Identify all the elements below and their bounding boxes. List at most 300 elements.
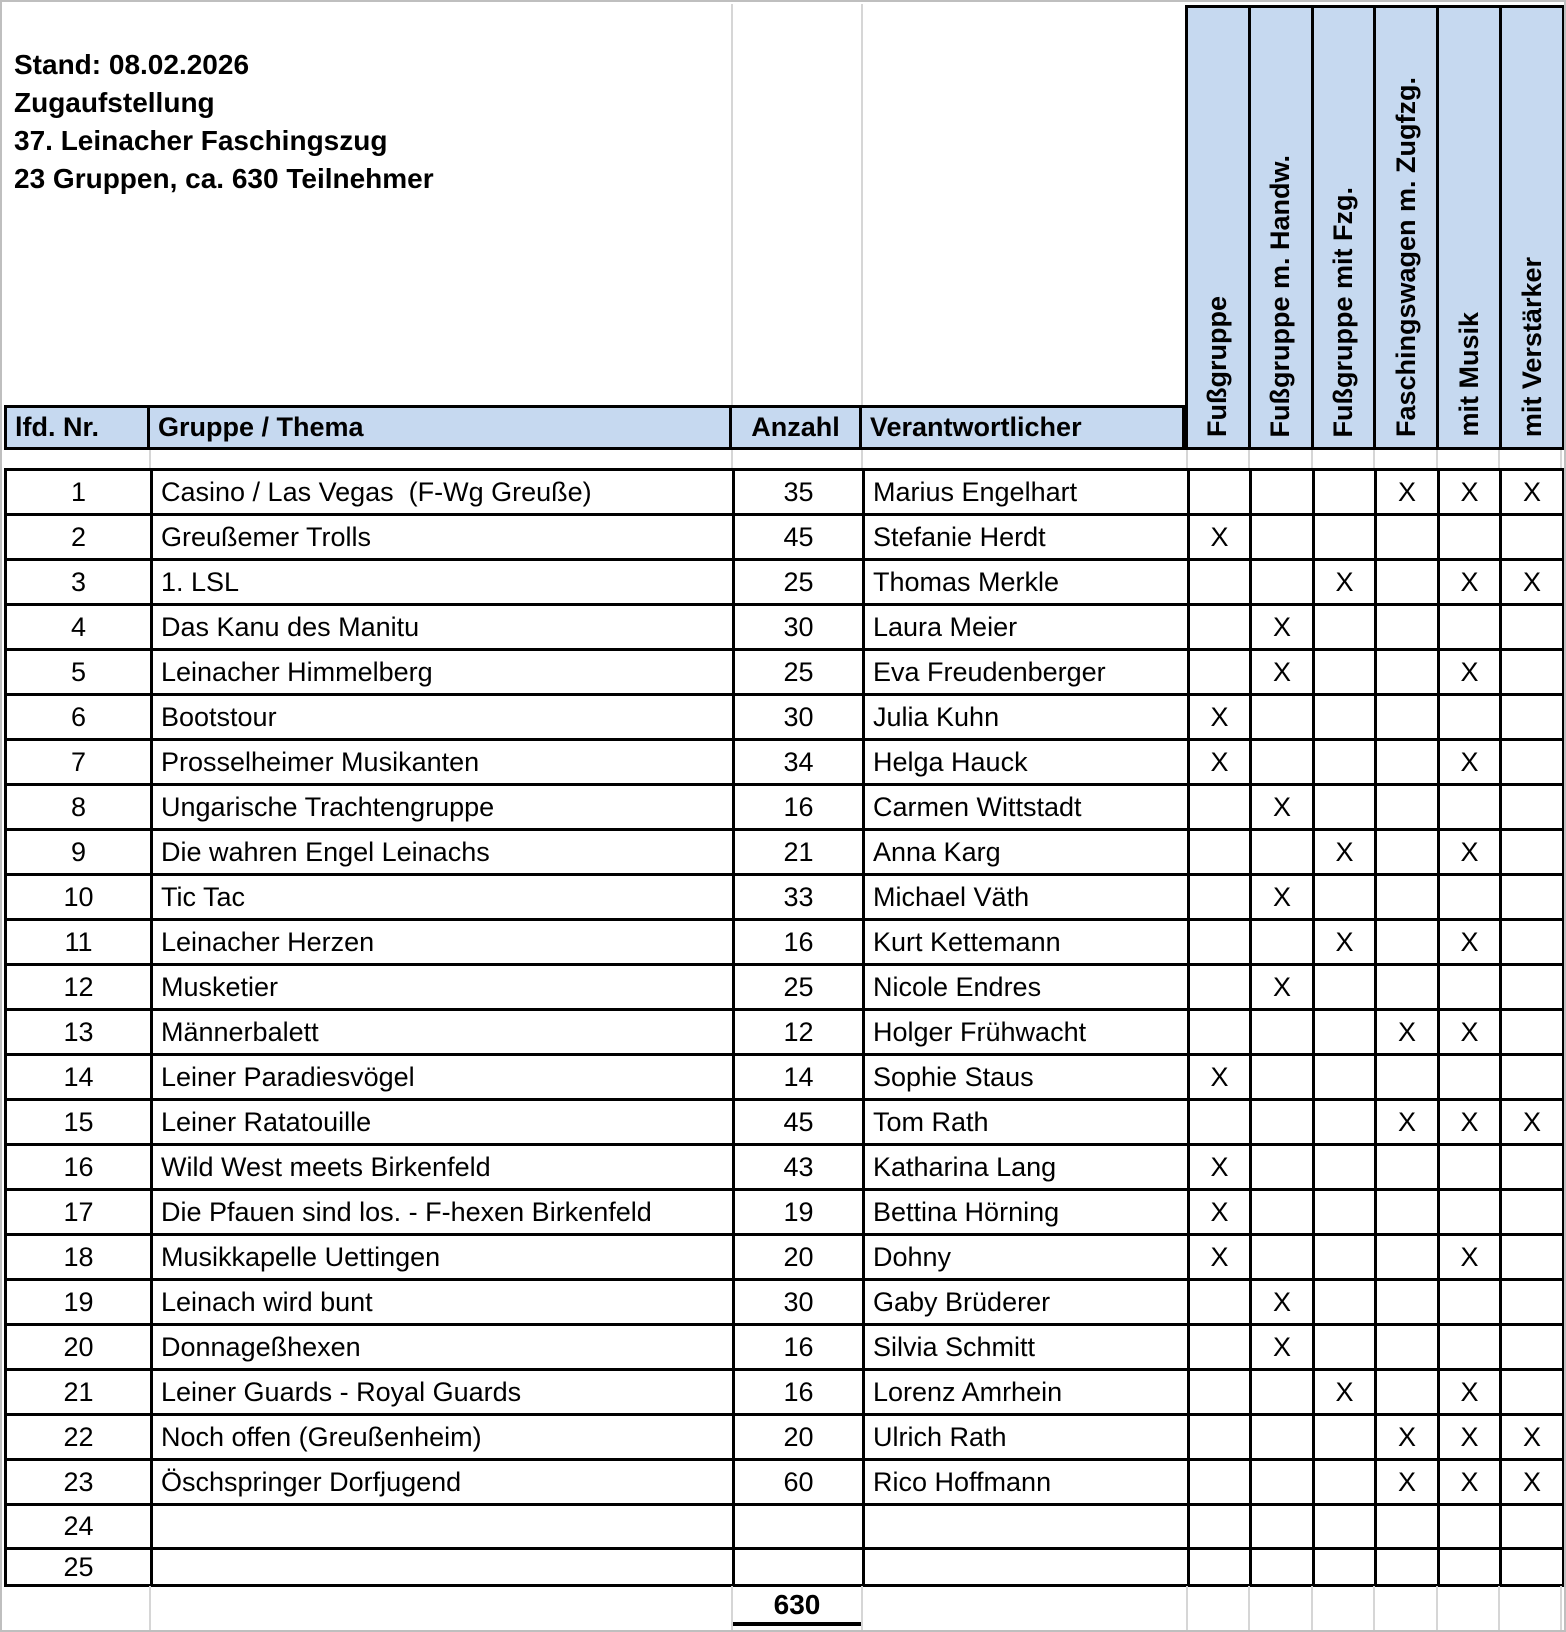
table-row: [6, 515, 1564, 560]
cell-count: 16: [734, 920, 864, 965]
gridline-tick: [731, 450, 733, 468]
cell-mark: X: [1189, 740, 1251, 785]
cell-count: 30: [734, 605, 864, 650]
cell-mark: [1314, 470, 1376, 515]
table-row: [6, 875, 1564, 920]
cell-group: Noch offen (Greußenheim): [152, 1415, 734, 1460]
table-row: [6, 1549, 1564, 1586]
category-label: Fußgruppe mit Fzg.: [1328, 186, 1359, 437]
cell-nr: 3: [6, 560, 152, 605]
cell-mark: [1314, 1325, 1376, 1370]
cell-mark: X: [1251, 875, 1314, 920]
cell-mark: [1501, 1190, 1564, 1235]
cell-mark: [1501, 830, 1564, 875]
cell-mark: [1189, 1549, 1251, 1586]
gridline-tick: [861, 450, 863, 468]
category-label: mit Verstärker: [1516, 256, 1547, 437]
gridline-tick: [1248, 1586, 1250, 1630]
table-row: [6, 1505, 1564, 1549]
cell-mark: [1501, 605, 1564, 650]
info-title: Zugaufstellung: [14, 87, 215, 118]
cell-mark: X: [1439, 1235, 1501, 1280]
cell-mark: [1439, 1190, 1501, 1235]
cell-responsible: Kurt Kettemann: [864, 920, 1189, 965]
cell-count: 16: [734, 785, 864, 830]
cell-mark: [1439, 785, 1501, 830]
cell-mark: [1314, 1145, 1376, 1190]
cell-mark: [1376, 515, 1439, 560]
table-row: [6, 1235, 1564, 1280]
cell-mark: [1376, 560, 1439, 605]
cell-count: 12: [734, 1010, 864, 1055]
cell-mark: [1376, 1325, 1439, 1370]
gridline-tick: [1186, 450, 1188, 468]
cell-mark: [1376, 1370, 1439, 1415]
gridline-tick: [1498, 450, 1500, 468]
cell-mark: [1501, 1055, 1564, 1100]
cell-responsible: Silvia Schmitt: [864, 1325, 1189, 1370]
cell-responsible: Helga Hauck: [864, 740, 1189, 785]
cell-mark: [1501, 965, 1564, 1010]
cell-mark: [1376, 1280, 1439, 1325]
cell-mark: X: [1439, 1100, 1501, 1145]
cell-mark: [1189, 830, 1251, 875]
gridline-tick: [1373, 1586, 1375, 1630]
cell-responsible: [864, 1505, 1189, 1549]
cell-mark: [1251, 1100, 1314, 1145]
cell-responsible: Marius Engelhart: [864, 470, 1189, 515]
cell-mark: [1189, 470, 1251, 515]
header-group: Gruppe / Thema: [150, 408, 732, 447]
cell-count: 20: [734, 1235, 864, 1280]
cell-mark: [1314, 1505, 1376, 1549]
gridline-tick: [1311, 1586, 1313, 1630]
cell-mark: [1501, 1235, 1564, 1280]
cell-group: Wild West meets Birkenfeld: [152, 1145, 734, 1190]
cell-mark: [1439, 605, 1501, 650]
category-label: Fußgruppe m. Handw.: [1265, 154, 1296, 437]
cell-mark: [1501, 695, 1564, 740]
cell-count: 30: [734, 1280, 864, 1325]
category-column-mit-musik: [1436, 8, 1499, 447]
cell-nr: 18: [6, 1235, 152, 1280]
cell-mark: X: [1314, 1370, 1376, 1415]
table-row: [6, 1100, 1564, 1145]
cell-group: Leinacher Himmelberg: [152, 650, 734, 695]
header-count: Anzahl: [732, 408, 862, 447]
cell-mark: [1501, 740, 1564, 785]
cell-mark: [1439, 965, 1501, 1010]
cell-mark: [1251, 1370, 1314, 1415]
cell-count: 19: [734, 1190, 864, 1235]
cell-group: Leiner Paradiesvögel: [152, 1055, 734, 1100]
cell-nr: 7: [6, 740, 152, 785]
cell-group: Ungarische Trachtengruppe: [152, 785, 734, 830]
info-event: 37. Leinacher Faschingszug: [14, 125, 388, 156]
cell-mark: X: [1189, 1055, 1251, 1100]
cell-mark: [1501, 875, 1564, 920]
cell-mark: [1376, 830, 1439, 875]
table-row: [6, 1280, 1564, 1325]
gridline-tick: [1560, 450, 1562, 468]
cell-group: Musikkapelle Uettingen: [152, 1235, 734, 1280]
cell-count: 33: [734, 875, 864, 920]
cell-mark: X: [1439, 830, 1501, 875]
cell-mark: [1439, 1505, 1501, 1549]
cell-mark: X: [1376, 1100, 1439, 1145]
cell-count: 25: [734, 560, 864, 605]
cell-mark: [1189, 1370, 1251, 1415]
cell-count: 34: [734, 740, 864, 785]
cell-mark: [1251, 1505, 1314, 1549]
category-column-faschingswagen: [1373, 8, 1436, 447]
cell-group: Die wahren Engel Leinachs: [152, 830, 734, 875]
cell-mark: [1251, 1460, 1314, 1505]
cell-nr: 10: [6, 875, 152, 920]
cell-mark: [1314, 1100, 1376, 1145]
cell-count: 45: [734, 515, 864, 560]
cell-nr: 2: [6, 515, 152, 560]
gridline-tick: [1436, 450, 1438, 468]
cell-count: 45: [734, 1100, 864, 1145]
cell-group: Donnageßhexen: [152, 1325, 734, 1370]
cell-mark: [1501, 920, 1564, 965]
cell-mark: [1376, 785, 1439, 830]
cell-nr: 4: [6, 605, 152, 650]
table-row: [6, 470, 1564, 515]
cell-mark: X: [1251, 1325, 1314, 1370]
cell-count: 20: [734, 1415, 864, 1460]
cell-responsible: Bettina Hörning: [864, 1190, 1189, 1235]
cell-responsible: Rico Hoffmann: [864, 1460, 1189, 1505]
cell-mark: [1314, 605, 1376, 650]
cell-group: 1. LSL: [152, 560, 734, 605]
cell-responsible: Eva Freudenberger: [864, 650, 1189, 695]
cell-group: Tic Tac: [152, 875, 734, 920]
cell-mark: [1314, 1280, 1376, 1325]
cell-mark: [1251, 470, 1314, 515]
cell-mark: [1376, 965, 1439, 1010]
cell-mark: [1251, 515, 1314, 560]
cell-mark: [1251, 1549, 1314, 1586]
cell-count: 25: [734, 965, 864, 1010]
category-header-block: [1185, 5, 1565, 450]
cell-mark: [1376, 1190, 1439, 1235]
cell-count: 25: [734, 650, 864, 695]
cell-group: Leiner Ratatouille: [152, 1100, 734, 1145]
table-row: [6, 1145, 1564, 1190]
cell-group: Prosselheimer Musikanten: [152, 740, 734, 785]
cell-mark: X: [1501, 560, 1564, 605]
cell-mark: [1189, 650, 1251, 695]
cell-mark: [1501, 785, 1564, 830]
cell-count: 14: [734, 1055, 864, 1100]
cell-nr: 22: [6, 1415, 152, 1460]
cell-count: 43: [734, 1145, 864, 1190]
info-block: [14, 46, 434, 198]
gridline-tick: [861, 1586, 863, 1630]
cell-mark: [1251, 1145, 1314, 1190]
cell-mark: [1189, 875, 1251, 920]
cell-mark: X: [1501, 1100, 1564, 1145]
cell-mark: [1314, 785, 1376, 830]
gridline-tick: [731, 1586, 733, 1630]
cell-mark: [1314, 1235, 1376, 1280]
cell-group: Bootstour: [152, 695, 734, 740]
cell-group: Greußemer Trolls: [152, 515, 734, 560]
cell-mark: X: [1189, 1190, 1251, 1235]
cell-mark: [1251, 1190, 1314, 1235]
cell-group: [152, 1549, 734, 1586]
cell-mark: X: [1376, 1460, 1439, 1505]
cell-count: 35: [734, 470, 864, 515]
header-responsible: Verantwortlicher: [870, 412, 1082, 442]
cell-mark: X: [1189, 515, 1251, 560]
cell-responsible: Laura Meier: [864, 605, 1189, 650]
gridline-tick: [1498, 1586, 1500, 1630]
cell-mark: [1376, 650, 1439, 695]
cell-mark: [1189, 1280, 1251, 1325]
category-column-fussgruppe: [1188, 8, 1248, 447]
cell-responsible: [864, 1549, 1189, 1586]
cell-group: Leiner Guards - Royal Guards: [152, 1370, 734, 1415]
cell-group: Leinacher Herzen: [152, 920, 734, 965]
parade-table: [4, 468, 1565, 1587]
cell-mark: [1189, 785, 1251, 830]
cell-mark: X: [1251, 785, 1314, 830]
cell-mark: [1189, 1460, 1251, 1505]
cell-responsible: Gaby Brüderer: [864, 1280, 1189, 1325]
cell-nr: 9: [6, 830, 152, 875]
cell-mark: [1376, 1145, 1439, 1190]
cell-mark: [1501, 650, 1564, 695]
cell-nr: 6: [6, 695, 152, 740]
cell-responsible: Carmen Wittstadt: [864, 785, 1189, 830]
cell-mark: X: [1189, 1145, 1251, 1190]
cell-mark: [1314, 875, 1376, 920]
cell-mark: X: [1314, 830, 1376, 875]
cell-mark: [1314, 1055, 1376, 1100]
gridline-tick: [149, 450, 151, 468]
category-column-mit-verstaerker: [1499, 8, 1562, 447]
cell-mark: [1251, 830, 1314, 875]
cell-count: 16: [734, 1370, 864, 1415]
cell-mark: [1376, 1549, 1439, 1586]
cell-mark: [1251, 1235, 1314, 1280]
table-row: [6, 560, 1564, 605]
cell-count: [734, 1549, 864, 1586]
gridline-tick: [1186, 1586, 1188, 1630]
cell-count: 21: [734, 830, 864, 875]
cell-mark: [1501, 1549, 1564, 1586]
total-count: 630: [732, 1588, 862, 1626]
cell-mark: [1314, 965, 1376, 1010]
cell-mark: X: [1439, 1010, 1501, 1055]
cell-mark: [1439, 515, 1501, 560]
cell-count: 30: [734, 695, 864, 740]
cell-mark: [1314, 1010, 1376, 1055]
cell-responsible: Tom Rath: [864, 1100, 1189, 1145]
cell-mark: X: [1439, 1460, 1501, 1505]
cell-mark: X: [1501, 1460, 1564, 1505]
cell-mark: [1251, 695, 1314, 740]
cell-mark: X: [1189, 695, 1251, 740]
cell-nr: 20: [6, 1325, 152, 1370]
gridline-tick: [1560, 1586, 1562, 1630]
cell-mark: [1376, 605, 1439, 650]
cell-nr: 16: [6, 1145, 152, 1190]
cell-group: Die Pfauen sind los. - F-hexen Birkenfeld: [152, 1190, 734, 1235]
cell-group: [152, 1505, 734, 1549]
cell-nr: 19: [6, 1280, 152, 1325]
category-column-fussgruppe-fzg: [1311, 8, 1374, 447]
cell-mark: [1314, 695, 1376, 740]
cell-group: Öschspringer Dorfjugend: [152, 1460, 734, 1505]
gridline-tick: [1436, 1586, 1438, 1630]
cell-responsible: Anna Karg: [864, 830, 1189, 875]
cell-group: Männerbalett: [152, 1010, 734, 1055]
table-row: [6, 1460, 1564, 1505]
cell-mark: X: [1501, 470, 1564, 515]
cell-group: Musketier: [152, 965, 734, 1010]
cell-nr: 17: [6, 1190, 152, 1235]
table-row: [6, 650, 1564, 695]
table-row: [6, 740, 1564, 785]
table-row: [6, 1055, 1564, 1100]
cell-responsible: Stefanie Herdt: [864, 515, 1189, 560]
cell-responsible: Nicole Endres: [864, 965, 1189, 1010]
cell-nr: 12: [6, 965, 152, 1010]
cell-nr: 15: [6, 1100, 152, 1145]
cell-mark: X: [1376, 1415, 1439, 1460]
info-stand: Stand: 08.02.2026: [14, 49, 250, 80]
cell-mark: X: [1376, 1010, 1439, 1055]
cell-group: Das Kanu des Manitu: [152, 605, 734, 650]
cell-mark: [1439, 1549, 1501, 1586]
cell-mark: X: [1439, 740, 1501, 785]
cell-mark: X: [1439, 920, 1501, 965]
cell-responsible: Ulrich Rath: [864, 1415, 1189, 1460]
table-row: [6, 1370, 1564, 1415]
cell-count: 16: [734, 1325, 864, 1370]
cell-mark: X: [1376, 470, 1439, 515]
cell-mark: [1189, 1325, 1251, 1370]
cell-mark: [1251, 1010, 1314, 1055]
cell-mark: [1189, 1415, 1251, 1460]
cell-nr: 5: [6, 650, 152, 695]
cell-mark: X: [1439, 1370, 1501, 1415]
parade-table-body: [6, 470, 1564, 1586]
cell-mark: [1501, 1370, 1564, 1415]
gridline-tick: [149, 1586, 151, 1630]
cell-mark: [1501, 1325, 1564, 1370]
cell-mark: [1251, 1415, 1314, 1460]
cell-mark: X: [1439, 1415, 1501, 1460]
cell-responsible: Julia Kuhn: [864, 695, 1189, 740]
cell-mark: [1251, 560, 1314, 605]
cell-mark: [1376, 1505, 1439, 1549]
cell-mark: [1314, 1190, 1376, 1235]
cell-mark: X: [1189, 1235, 1251, 1280]
cell-mark: [1314, 1415, 1376, 1460]
cell-responsible: Michael Väth: [864, 875, 1189, 920]
cell-nr: 21: [6, 1370, 152, 1415]
table-row: [6, 920, 1564, 965]
cell-responsible: Holger Frühwacht: [864, 1010, 1189, 1055]
cell-group: Leinach wird bunt: [152, 1280, 734, 1325]
cell-nr: 23: [6, 1460, 152, 1505]
cell-nr: 24: [6, 1505, 152, 1549]
cell-mark: [1439, 1055, 1501, 1100]
cell-mark: [1376, 740, 1439, 785]
table-row: [6, 785, 1564, 830]
gridline-tick: [1248, 450, 1250, 468]
table-row: [6, 605, 1564, 650]
cell-mark: [1501, 1010, 1564, 1055]
cell-nr: 8: [6, 785, 152, 830]
cell-nr: 25: [6, 1549, 152, 1586]
cell-count: [734, 1505, 864, 1549]
cell-group: Casino / Las Vegas (F-Wg Greuße): [152, 470, 734, 515]
table-row: [6, 1325, 1564, 1370]
cell-mark: [1439, 875, 1501, 920]
gridline-vertical: [731, 4, 733, 405]
gridline-tick: [1311, 450, 1313, 468]
cell-mark: [1376, 695, 1439, 740]
cell-mark: [1501, 1280, 1564, 1325]
cell-mark: X: [1314, 920, 1376, 965]
cell-count: 60: [734, 1460, 864, 1505]
cell-mark: [1314, 515, 1376, 560]
cell-mark: [1376, 920, 1439, 965]
cell-mark: [1501, 1145, 1564, 1190]
cell-mark: [1314, 650, 1376, 695]
cell-mark: [1189, 605, 1251, 650]
category-label: mit Musik: [1453, 312, 1484, 437]
cell-mark: X: [1501, 1415, 1564, 1460]
category-label: Fußgruppe: [1202, 296, 1233, 437]
cell-mark: [1251, 740, 1314, 785]
table-header-row: [4, 405, 1185, 450]
cell-mark: [1439, 695, 1501, 740]
cell-mark: [1439, 1280, 1501, 1325]
table-row: [6, 965, 1564, 1010]
cell-mark: [1189, 560, 1251, 605]
cell-mark: X: [1439, 560, 1501, 605]
cell-mark: [1251, 1055, 1314, 1100]
category-column-fussgruppe-handw: [1248, 8, 1311, 447]
info-summary: 23 Gruppen, ca. 630 Teilnehmer: [14, 163, 434, 194]
cell-mark: [1376, 875, 1439, 920]
cell-mark: X: [1251, 965, 1314, 1010]
cell-mark: X: [1251, 1280, 1314, 1325]
table-row: [6, 1010, 1564, 1055]
cell-responsible: Dohny: [864, 1235, 1189, 1280]
cell-mark: [1501, 515, 1564, 560]
table-row: [6, 1190, 1564, 1235]
category-label: Faschingswagen m. Zugfzg.: [1390, 76, 1421, 437]
cell-mark: [1251, 920, 1314, 965]
cell-mark: [1189, 1100, 1251, 1145]
cell-responsible: Sophie Staus: [864, 1055, 1189, 1100]
cell-mark: [1189, 1505, 1251, 1549]
cell-responsible: Lorenz Amrhein: [864, 1370, 1189, 1415]
cell-responsible: Thomas Merkle: [864, 560, 1189, 605]
cell-mark: [1314, 1460, 1376, 1505]
cell-mark: [1314, 1549, 1376, 1586]
cell-nr: 11: [6, 920, 152, 965]
table-row: [6, 1415, 1564, 1460]
